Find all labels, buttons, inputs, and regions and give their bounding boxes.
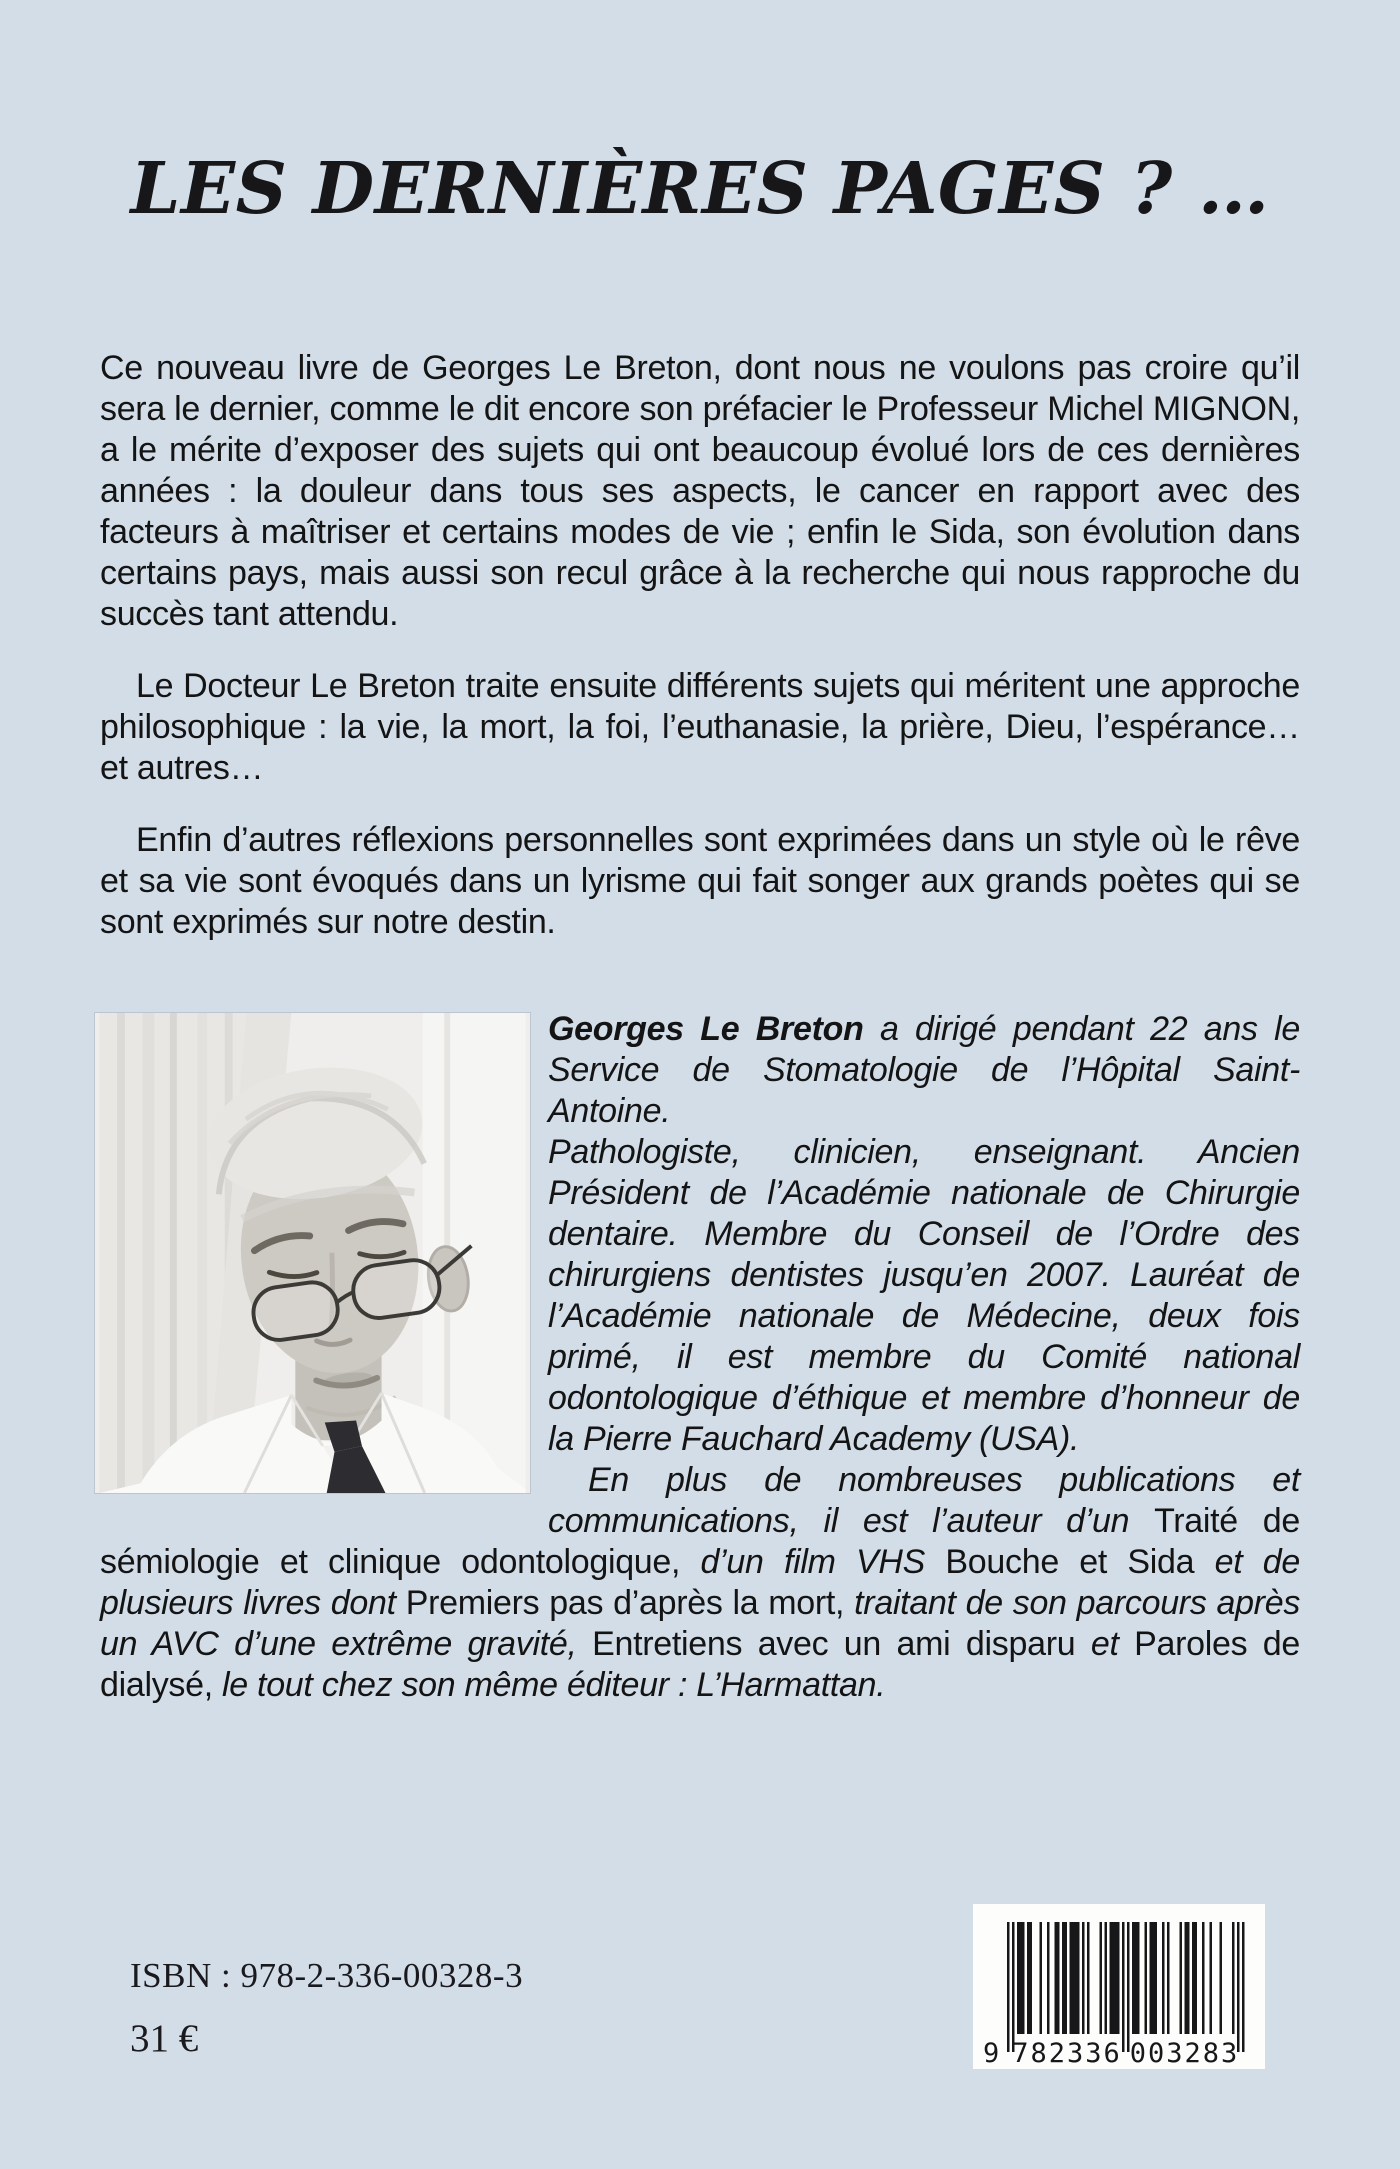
author-photo: [95, 1013, 530, 1493]
svg-text:003283: 003283: [1129, 2038, 1240, 2069]
synopsis-paragraph-1: Ce nouveau livre de Georges Le Breton, dont nous ne voulons pas croire qu’il sera le dernier, comme le dit encore son préfacier le Professeur Michel MIGNON, a le mérite d’exposer des sujets qui ont beaucoup évolué lors de ces dernières années : la douleur dans tous ses aspects, le cancer en rapport avec des facteurs à maîtriser et certains modes de vie ; enfin le Sida, son évolution dans certains pays, mais aussi son recul grâce à la recherche qui nous rapproche du succès tant attendu.: [100, 348, 1300, 633]
isbn-price-block: [130, 1956, 523, 2061]
barcode-svg: [973, 1904, 1265, 2069]
synopsis: [100, 348, 1300, 943]
synopsis-paragraph-2: Le Docteur Le Breton traite ensuite différents sujets qui méritent une approche philosophique : la vie, la mort, la foi, l’euthanasie, la prière, Dieu, l’espérance… et autres…: [100, 666, 1300, 787]
price-text: 31 €: [130, 2017, 199, 2060]
svg-text:9: 9: [983, 2038, 1002, 2069]
bio-paragraph-2: Pathologiste, clinicien, enseignant. Ancien Président de l’Académie nationale de Chirurgie dentaire. Membre du Conseil de l’Ordre des chirurgiens dentistes jusqu’en 2007. Lauréat de l’Académie nationale de Médecine, deux fois primé, il est membre du Comité national odontologique d’éthique et membre d’honneur de la Pierre Fauchard Academy (USA).: [548, 1132, 1300, 1458]
cover-content: [100, 0, 1300, 1706]
svg-text:782336: 782336: [1012, 2038, 1122, 2069]
barcode: [973, 1904, 1265, 2069]
isbn-text: ISBN : 978-2-336-00328-3: [130, 1956, 524, 1995]
author-bio: [100, 1009, 1300, 1706]
bio-paragraph-1: Georges Le Breton a dirigé pendant 22 ans le Service de Stomatologie de l’Hôpital Saint-Antoine.: [548, 1009, 1300, 1130]
bio-paragraph-3: En plus de nombreuses publications et communications, il est l’auteur d’un Traité de sémiologie et clinique odontologique, d’un film VHS Bouche et Sida et de plusieurs livres dont Premiers pas d’après la mort, traitant de son parcours après un AVC d’une extrême gravité, Entretiens avec un ami disparu et Paroles de dialysé, le tout chez son même éditeur : L’Harmattan.: [100, 1460, 1301, 1704]
book-title: LES DERNIÈRES PAGES ? …: [130, 146, 1270, 230]
synopsis-paragraph-3: Enfin d’autres réflexions personnelles sont exprimées dans un style où le rêve et sa vie sont évoqués dans un lyrisme qui fait songer aux grands poètes qui se sont exprimés sur notre destin.: [100, 820, 1300, 941]
author-portrait-image: [95, 1013, 530, 1493]
